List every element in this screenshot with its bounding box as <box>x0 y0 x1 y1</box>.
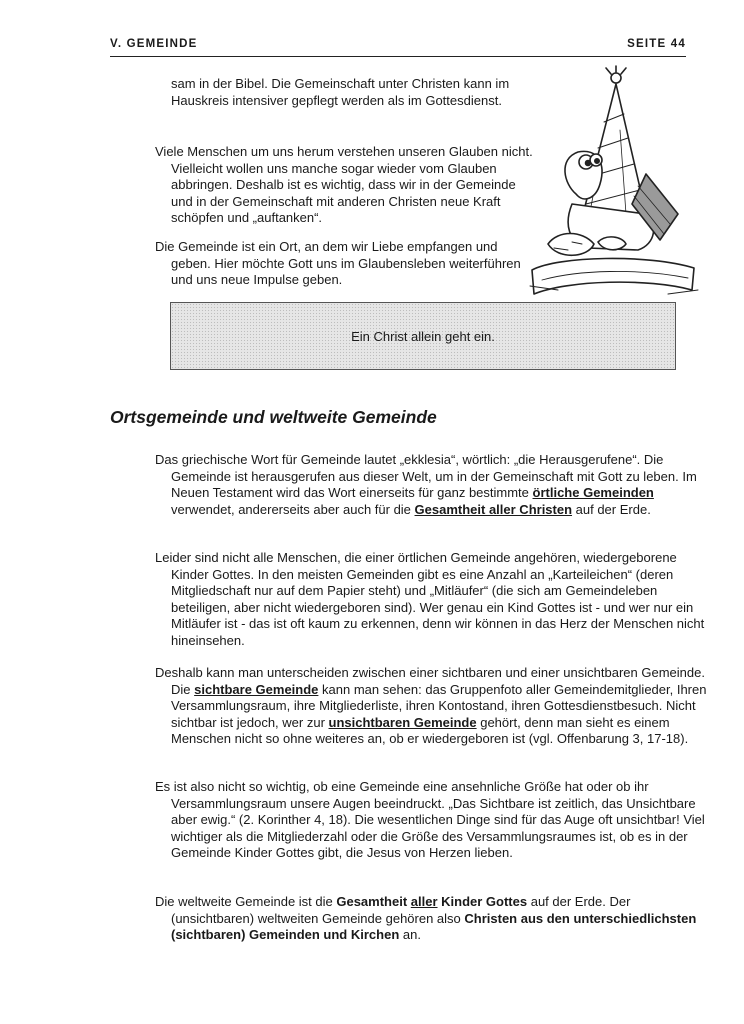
body-paragraph-3 <box>155 665 709 748</box>
emphasis-visible-church: sichtbare Gemeinde <box>194 681 319 697</box>
cartoon-illustration <box>528 64 700 300</box>
emphasis-christians-all-churches: Christen aus den unterschiedlichsten (sichtbaren) Gemeinden und Kirchen <box>171 910 697 943</box>
emphasis-all: aller <box>410 894 438 909</box>
text-segment: verwendet, andererseits aber auch für die <box>171 501 415 517</box>
emphasis-invisible-church: unsichtbaren Gemeinde <box>328 714 477 730</box>
text-segment: an. <box>399 927 421 943</box>
text-segment: Deshalb kann man unterscheiden zwischen einer sichtbaren und einer unsichtbaren Gemeinde. Die <box>155 665 705 697</box>
top-paragraph-1: sam in der Bibel. Die Gemeinschaft unter Christen kann im Hauskreis intensiver gepflegt werden als im Gottesdienst. <box>171 76 510 108</box>
body-paragraph-1 <box>155 452 709 518</box>
text-segment: auf der Erde. <box>572 501 651 517</box>
top-paragraph-2: Viele Menschen um uns herum verstehen unseren Glauben nicht. Vielleicht wollen uns manche sogar wieder vom Glauben abbringen. Deshalb ist es wichtig, dass wir in der Gemeinde und in der Gemeinschaft mit anderen Christen neue Kraft schöpfen und „auftanken“. <box>155 144 533 226</box>
top-paragraph-3: Die Gemeinde ist ein Ort, an dem wir Liebe empfangen und geben. Hier möchte Gott uns im Glaubensleben weiterführen und uns neue Impulse geben. <box>155 239 521 288</box>
text-segment: Die weltweite Gemeinde ist die <box>155 894 337 909</box>
text-segment: gehört, denn man sieht es einem Menschen nicht so ohne weiteres an, ob er wiedergeboren ist (vgl. Offenbarung 3, 17-18). <box>171 714 689 747</box>
body-paragraph-4: Es ist also nicht so wichtig, ob eine Gemeinde eine ansehnliche Größe hat oder ob ihr Versammlungsraum unsere Augen beeindruckt. „Das Sichtbare ist zeitlich, das Unsichtbare aber ewig.“ (2. Korinther 4, 18). Die wesentlichen Dinge sind für das Auge oft unsichtbar! Viel wichtiger als die Mitgliederzahl oder die Größe des Versammlungsraumes ist, ob es in der Gemeinde Kinder Gottes gibt, die Jesus von Herzen lieben. <box>155 779 705 861</box>
emphasis-totality: Gesamtheit <box>336 894 411 909</box>
page-number: SEITE 44 <box>627 38 686 50</box>
emphasis-all-christians: Gesamtheit aller Christen <box>414 501 573 517</box>
chapter-title: V. GEMEINDE <box>110 38 198 50</box>
emphasis-children-of-god: Kinder Gottes <box>437 894 528 909</box>
emphasis-local-churches: örtliche Gemeinden <box>532 485 654 501</box>
body-paragraph-2: Leider sind nicht alle Menschen, die einer örtlichen Gemeinde angehören, wiedergeborene Kinder Gottes. In den meisten Gemeinden gibt es eine Anzahl an „Karteileichen“ (deren Mitgliedschaft nur auf dem Papier steht) und „Mitläufer“ (die sich am Gemeindeleben beteiligen, aber nicht wiedergeboren sind). Wer genau ein Kind Gottes ist - und wer nur ein Mitläufer ist - das ist oft kaum zu erkennen, denn wir können in das Herz der Menschen nicht hineinsehen. <box>155 550 705 648</box>
text-segment: kann man sehen: das Gruppenfoto aller Gemeindemitglieder, Ihren Versammlungsraum, ihre Mitgliederliste, ihren Kontostand, ihren Gottesdienstbesuch. Nicht sichtbar ist jedoch, wer zur <box>171 681 707 730</box>
text-segment: auf der Erde. Der (unsichtbaren) weltweiten Gemeinde gehören also <box>171 894 631 926</box>
quote-box <box>170 302 676 370</box>
body-paragraph-5 <box>155 894 709 944</box>
quote-text: Ein Christ allein geht ein. <box>351 329 495 344</box>
text-segment: Das griechische Wort für Gemeinde lautet „ekklesia“, wörtlich: „die Herausgerufene“. Die Gemeinde ist herausgerufen aus dieser Welt, um in der Gemeinschaft mit Gott zu leben. Im Neuen Testament wird das Wort einerseits für ganz bestimmte <box>155 452 697 501</box>
section-heading: Ortsgemeinde und weltweite Gemeinde <box>110 407 437 427</box>
page-header <box>110 36 686 57</box>
